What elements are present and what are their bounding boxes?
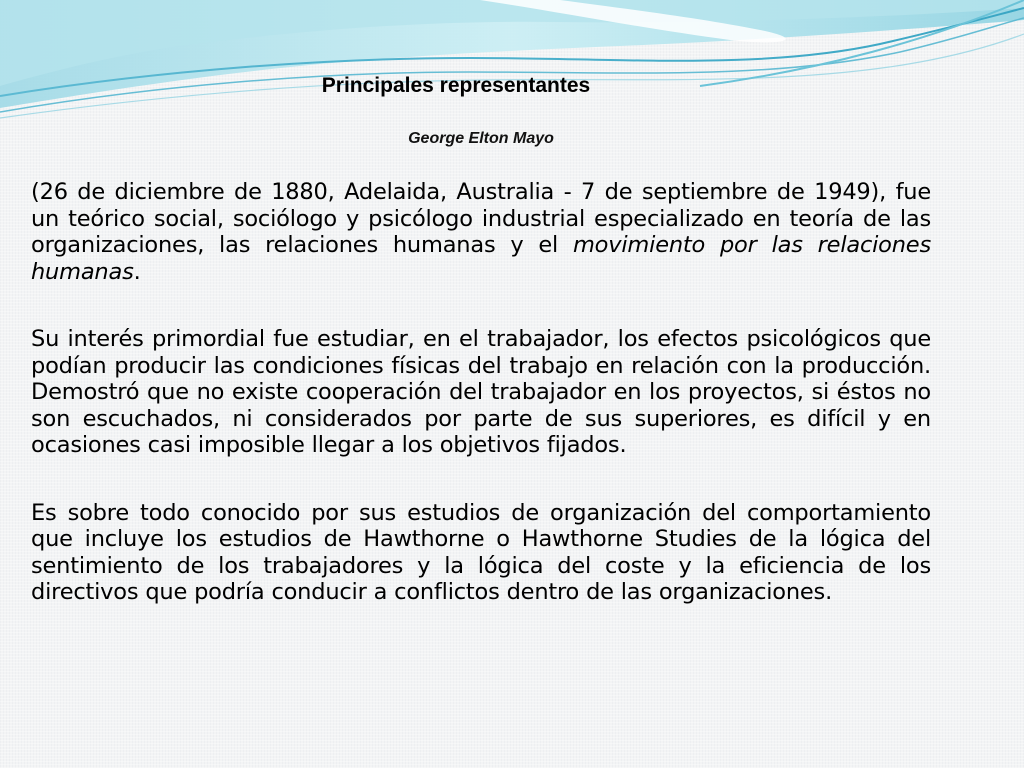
paragraph-biography-end: . xyxy=(133,258,141,285)
slide-subtitle: George Elton Mayo xyxy=(408,130,554,147)
decorative-wave-header xyxy=(0,0,1024,120)
paragraph-biography-emphasis: movimiento por las relaciones humanas xyxy=(31,232,931,285)
slide-title: Principales representantes xyxy=(321,74,591,97)
paragraph-biography-text: (26 de diciembre de 1880, Adelaida, Australia - 7 de septiembre de 1949), fue un teórico social, sociólogo y psicólogo industrial especializado en teoría de las organizaciones, las relaciones humanas y el xyxy=(31,179,931,258)
body-text xyxy=(31,179,931,647)
paragraph-interest: Su interés primordial fue estudiar, en el trabajador, los efectos psicológicos que podían producir las condiciones físicas del trabajo en relación con la producción. Demostró que no existe cooperación del trabajador en los proyectos, si éstos no son escuchados, ni considerados por parte de sus superiores, es difícil y en ocasiones casi imposible llegar a los objetivos fijados. xyxy=(31,326,931,458)
paragraph-biography xyxy=(31,179,931,285)
paragraph-studies: Es sobre todo conocido por sus estudios de organización del comportamiento que incluye los estudios de Hawthorne o Hawthorne Studies de la lógica del sentimiento de los trabajadores y la lógica del coste y la eficiencia de los directivos que podría conducir a conflictos dentro de las organizaciones. xyxy=(31,499,931,605)
